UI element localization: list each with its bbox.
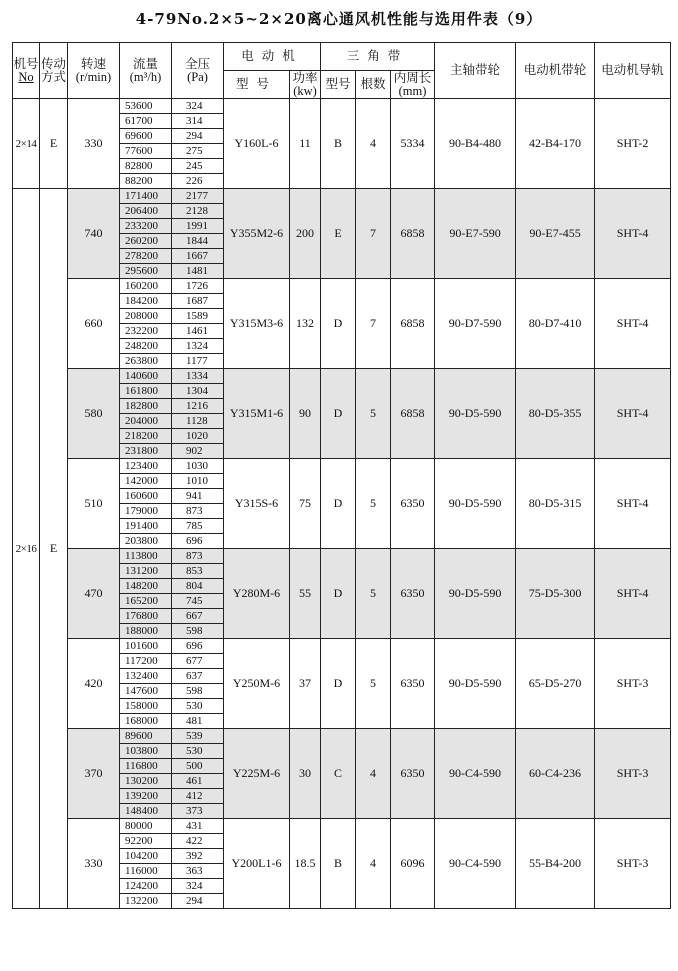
motor-rail-cell: SHT-4 [595,369,671,459]
belt-count-cell: 4 [356,729,391,819]
motor-model-cell: Y315M1-6 [224,369,290,459]
pressure-cell: 539 [172,729,224,744]
belt-length-cell: 6096 [391,819,435,909]
main-pulley-cell: 90-B4-480 [435,99,516,189]
motor-rail-cell: SHT-3 [595,819,671,909]
pressure-cell: 1020 [172,429,224,444]
flow-cell: 104200 [120,849,172,864]
header-drive-mode: 传动方式 [40,43,68,99]
header-motor-model: 型号 [224,71,290,99]
flow-cell: 131200 [120,564,172,579]
flow-cell: 160200 [120,279,172,294]
flow-cell: 88200 [120,174,172,189]
pressure-cell: 1991 [172,219,224,234]
speed-cell: 420 [68,639,120,729]
motor-pulley-cell: 80-D5-355 [516,369,595,459]
belt-length-cell: 6350 [391,459,435,549]
pressure-cell: 392 [172,849,224,864]
header-belt-count: 根数 [356,71,391,99]
pressure-cell: 1844 [172,234,224,249]
flow-cell: 179000 [120,504,172,519]
pressure-cell: 598 [172,624,224,639]
motor-power-cell: 18.5 [290,819,321,909]
flow-cell: 103800 [120,744,172,759]
flow-cell: 53600 [120,99,172,114]
pressure-cell: 1177 [172,354,224,369]
table-row [13,639,671,654]
flow-cell: 92200 [120,834,172,849]
page-title: 4-79No.2×5~2×20离心通风机性能与选用件表（9） [135,10,543,28]
flow-cell: 208000 [120,309,172,324]
speed-cell: 470 [68,549,120,639]
header-pressure: 全压 (Pa) [172,43,224,99]
flow-cell: 206400 [120,204,172,219]
flow-cell: 82800 [120,159,172,174]
pressure-cell: 373 [172,804,224,819]
motor-rail-cell: SHT-2 [595,99,671,189]
motor-model-cell: Y315S-6 [224,459,290,549]
pressure-cell: 324 [172,99,224,114]
main-pulley-cell: 90-D5-590 [435,549,516,639]
pressure-cell: 637 [172,669,224,684]
flow-cell: 260200 [120,234,172,249]
belt-model-cell: E [321,189,356,279]
belt-length-cell: 6350 [391,639,435,729]
header-motor-pulley: 电动机带轮 [516,43,595,99]
flow-cell: 148200 [120,579,172,594]
speed-cell: 370 [68,729,120,819]
pressure-cell: 422 [172,834,224,849]
flow-cell: 248200 [120,339,172,354]
belt-model-cell: D [321,639,356,729]
flow-cell: 116000 [120,864,172,879]
flow-cell: 139200 [120,789,172,804]
pressure-cell: 873 [172,504,224,519]
table-row [13,189,671,204]
main-pulley-cell: 90-D7-590 [435,279,516,369]
main-pulley-cell: 90-D5-590 [435,459,516,549]
motor-model-cell: Y160L-6 [224,99,290,189]
pressure-cell: 1726 [172,279,224,294]
flow-cell: 161800 [120,384,172,399]
belt-length-cell: 6858 [391,369,435,459]
pressure-cell: 598 [172,684,224,699]
motor-power-cell: 132 [290,279,321,369]
pressure-cell: 324 [172,879,224,894]
speed-cell: 330 [68,99,120,189]
belt-count-cell: 5 [356,549,391,639]
pressure-cell: 873 [172,549,224,564]
pressure-cell: 226 [172,174,224,189]
flow-cell: 158000 [120,699,172,714]
motor-pulley-cell: 60-C4-236 [516,729,595,819]
pressure-cell: 294 [172,129,224,144]
belt-length-cell: 6858 [391,189,435,279]
drive-mode-cell: E [40,99,68,189]
belt-count-cell: 5 [356,459,391,549]
motor-pulley-cell: 75-D5-300 [516,549,595,639]
header-flow: 流量 (m³/h) [120,43,172,99]
motor-model-cell: Y315M3-6 [224,279,290,369]
header-motor-rail: 电动机导轨 [595,43,671,99]
belt-count-cell: 4 [356,99,391,189]
machine-no-cell: 2×16 [13,189,40,909]
pressure-cell: 1667 [172,249,224,264]
pressure-cell: 431 [172,819,224,834]
flow-cell: 160600 [120,489,172,504]
pressure-cell: 1324 [172,339,224,354]
main-pulley-cell: 90-D5-590 [435,639,516,729]
flow-cell: 77600 [120,144,172,159]
header-belt-model: 型号 [321,71,356,99]
motor-model-cell: Y355M2-6 [224,189,290,279]
belt-count-cell: 4 [356,819,391,909]
pressure-cell: 1589 [172,309,224,324]
table-row [13,549,671,564]
belt-length-cell: 5334 [391,99,435,189]
flow-cell: 117200 [120,654,172,669]
belt-length-cell: 6858 [391,279,435,369]
motor-rail-cell: SHT-4 [595,189,671,279]
pressure-cell: 245 [172,159,224,174]
header-main-pulley: 主轴带轮 [435,43,516,99]
flow-cell: 61700 [120,114,172,129]
drive-mode-cell: E [40,189,68,909]
flow-cell: 188000 [120,624,172,639]
motor-power-cell: 30 [290,729,321,819]
flow-cell: 168000 [120,714,172,729]
motor-power-cell: 11 [290,99,321,189]
flow-cell: 171400 [120,189,172,204]
flow-cell: 80000 [120,819,172,834]
flow-cell: 263800 [120,354,172,369]
pressure-cell: 1030 [172,459,224,474]
pressure-cell: 314 [172,114,224,129]
motor-model-cell: Y200L1-6 [224,819,290,909]
main-pulley-cell: 90-C4-590 [435,819,516,909]
belt-length-cell: 6350 [391,549,435,639]
speed-cell: 330 [68,819,120,909]
belt-length-cell: 6350 [391,729,435,819]
pressure-cell: 696 [172,639,224,654]
pressure-cell: 941 [172,489,224,504]
pressure-cell: 804 [172,579,224,594]
flow-cell: 147600 [120,684,172,699]
table-row [13,279,671,294]
pressure-cell: 1687 [172,294,224,309]
flow-cell: 233200 [120,219,172,234]
pressure-cell: 530 [172,744,224,759]
belt-model-cell: B [321,819,356,909]
motor-pulley-cell: 90-E7-455 [516,189,595,279]
pressure-cell: 1216 [172,399,224,414]
motor-rail-cell: SHT-4 [595,459,671,549]
belt-model-cell: B [321,99,356,189]
header-motor: 电动机 [224,43,321,71]
pressure-cell: 677 [172,654,224,669]
pressure-cell: 1304 [172,384,224,399]
flow-cell: 184200 [120,294,172,309]
pressure-cell: 500 [172,759,224,774]
table-row [13,99,671,114]
flow-cell: 124200 [120,879,172,894]
belt-model-cell: C [321,729,356,819]
flow-cell: 140600 [120,369,172,384]
header-speed: 转速 (r/min) [68,43,120,99]
pressure-cell: 461 [172,774,224,789]
flow-cell: 113800 [120,549,172,564]
motor-power-cell: 55 [290,549,321,639]
flow-cell: 130200 [120,774,172,789]
belt-count-cell: 7 [356,189,391,279]
pressure-cell: 275 [172,144,224,159]
main-pulley-cell: 90-C4-590 [435,729,516,819]
motor-power-cell: 90 [290,369,321,459]
flow-cell: 278200 [120,249,172,264]
motor-pulley-cell: 55-B4-200 [516,819,595,909]
table-header [13,43,671,99]
main-pulley-cell: 90-D5-590 [435,369,516,459]
motor-power-cell: 37 [290,639,321,729]
header-machine-no: 机号 No [13,43,40,99]
table-body [13,99,671,909]
flow-cell: 218200 [120,429,172,444]
belt-count-cell: 5 [356,369,391,459]
flow-cell: 69600 [120,129,172,144]
table-row [13,459,671,474]
pressure-cell: 1481 [172,264,224,279]
motor-power-cell: 75 [290,459,321,549]
motor-rail-cell: SHT-4 [595,549,671,639]
motor-rail-cell: SHT-4 [595,279,671,369]
flow-cell: 203800 [120,534,172,549]
motor-model-cell: Y280M-6 [224,549,290,639]
pressure-cell: 1334 [172,369,224,384]
motor-pulley-cell: 65-D5-270 [516,639,595,729]
flow-cell: 231800 [120,444,172,459]
table-row [13,729,671,744]
header-belt-length: 内周长 (mm) [391,71,435,99]
pressure-cell: 363 [172,864,224,879]
header-motor-power: 功率 (kw) [290,71,321,99]
flow-cell: 204000 [120,414,172,429]
flow-cell: 176800 [120,609,172,624]
pressure-cell: 785 [172,519,224,534]
flow-cell: 232200 [120,324,172,339]
flow-cell: 101600 [120,639,172,654]
pressure-cell: 1461 [172,324,224,339]
pressure-cell: 412 [172,789,224,804]
motor-pulley-cell: 42-B4-170 [516,99,595,189]
belt-count-cell: 7 [356,279,391,369]
main-pulley-cell: 90-E7-590 [435,189,516,279]
pressure-cell: 902 [172,444,224,459]
flow-cell: 148400 [120,804,172,819]
flow-cell: 142000 [120,474,172,489]
flow-cell: 116800 [120,759,172,774]
pressure-cell: 2128 [172,204,224,219]
belt-model-cell: D [321,369,356,459]
pressure-cell: 853 [172,564,224,579]
pressure-cell: 1010 [172,474,224,489]
speed-cell: 660 [68,279,120,369]
flow-cell: 182800 [120,399,172,414]
pressure-cell: 745 [172,594,224,609]
pressure-cell: 530 [172,699,224,714]
flow-cell: 123400 [120,459,172,474]
flow-cell: 132200 [120,894,172,909]
motor-pulley-cell: 80-D7-410 [516,279,595,369]
belt-model-cell: D [321,549,356,639]
table-row [13,369,671,384]
motor-rail-cell: SHT-3 [595,639,671,729]
pressure-cell: 2177 [172,189,224,204]
belt-model-cell: D [321,459,356,549]
belt-model-cell: D [321,279,356,369]
speed-cell: 740 [68,189,120,279]
motor-rail-cell: SHT-3 [595,729,671,819]
flow-cell: 132400 [120,669,172,684]
motor-model-cell: Y225M-6 [224,729,290,819]
speed-cell: 580 [68,369,120,459]
machine-no-cell: 2×14 [13,99,40,189]
header-belt: 三角带 [321,43,435,71]
motor-power-cell: 200 [290,189,321,279]
flow-cell: 89600 [120,729,172,744]
flow-cell: 165200 [120,594,172,609]
table-row [13,819,671,834]
flow-cell: 191400 [120,519,172,534]
motor-pulley-cell: 80-D5-315 [516,459,595,549]
flow-cell: 295600 [120,264,172,279]
fan-selection-table [12,42,671,909]
pressure-cell: 1128 [172,414,224,429]
pressure-cell: 696 [172,534,224,549]
speed-cell: 510 [68,459,120,549]
pressure-cell: 481 [172,714,224,729]
motor-model-cell: Y250M-6 [224,639,290,729]
pressure-cell: 667 [172,609,224,624]
belt-count-cell: 5 [356,639,391,729]
pressure-cell: 294 [172,894,224,909]
